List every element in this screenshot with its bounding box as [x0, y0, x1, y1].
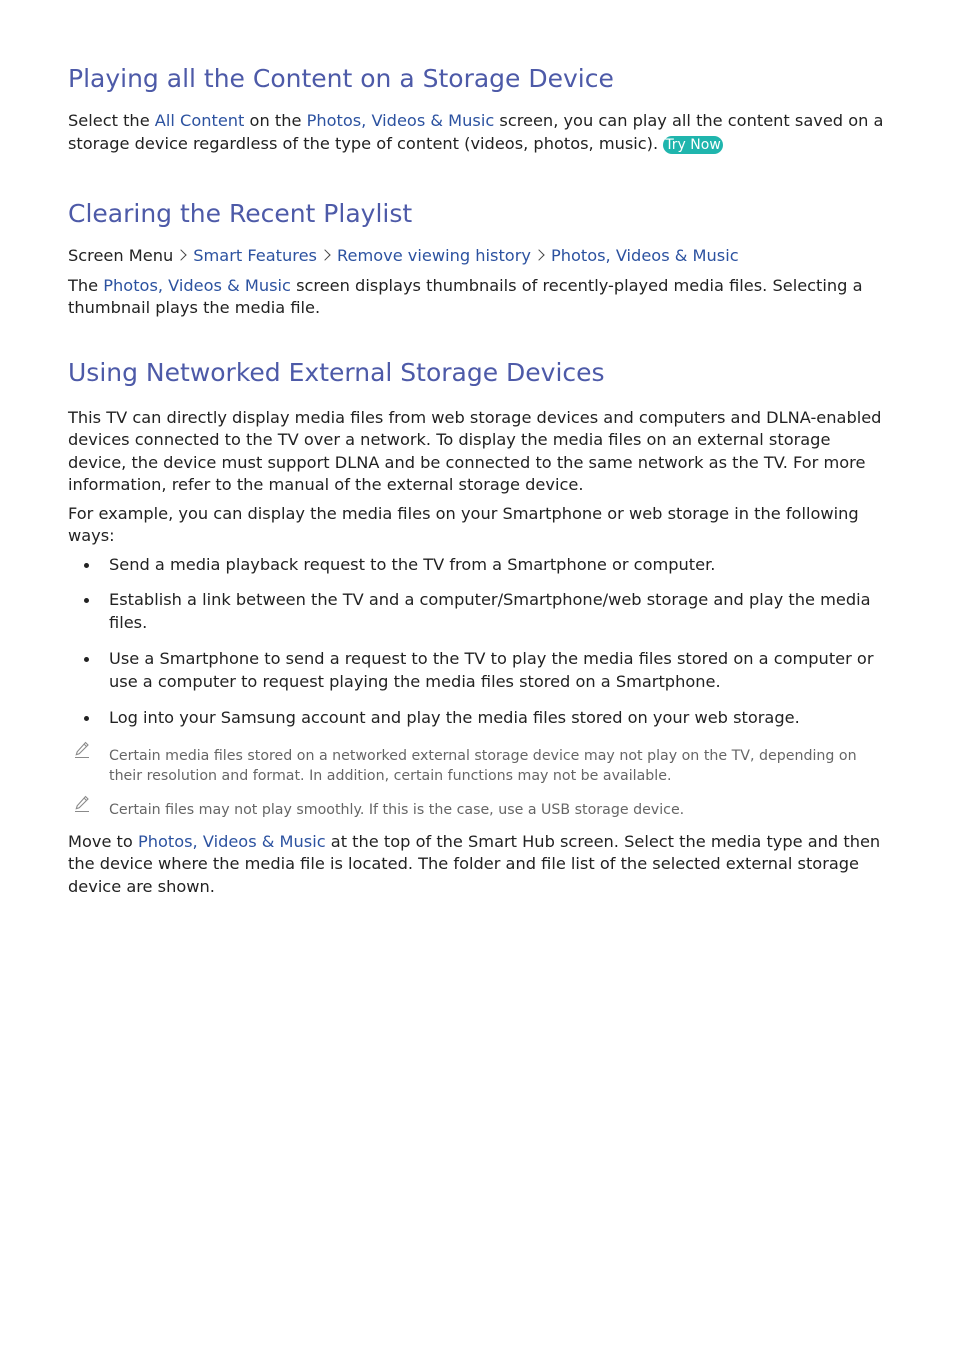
- list-item: Send a media playback request to the TV from a Smartphone or computer.: [68, 554, 884, 577]
- text: Select the: [68, 111, 155, 130]
- note-usb-storage: [68, 800, 884, 820]
- paragraph-recent-thumbnails: [68, 275, 884, 320]
- note-text: Certain media files stored on a networked external storage device may not play on the TV, depending on their resolution and format. In addition, certain functions may not be available.: [109, 747, 857, 784]
- paragraph-dlna-intro: This TV can directly display media files from web storage devices and computers and DLNA-enabled devices connected to the TV over a network. To display the media files on an external storage device, the device must support DLNA and be connected to the same network as the TV. For more information, refer to the manual of the external storage device.: [68, 407, 882, 494]
- breadcrumb-photos-videos-music[interactable]: Photos, Videos & Music: [550, 246, 739, 265]
- text: The: [68, 275, 104, 295]
- photos-videos-music-link[interactable]: Photos, Videos & Music: [306, 111, 495, 130]
- list-item: Use a Smartphone to send a request to the TV to play the media files stored on a computer or use a computer to request playing the media files stored on a Smartphone.: [68, 648, 884, 693]
- section-title-playing-all-content: Playing all the Content on a Storage Device: [68, 64, 614, 93]
- note-media-files: [68, 746, 884, 786]
- photos-videos-music-link[interactable]: Photos, Videos & Music: [137, 831, 326, 851]
- ways-list: [68, 554, 884, 730]
- breadcrumb-remove-viewing-history[interactable]: Remove viewing history: [336, 246, 531, 265]
- breadcrumb-smart-features[interactable]: Smart Features: [193, 246, 317, 265]
- list-item: Establish a link between the TV and a computer/Smartphone/web storage and play the media files.: [68, 589, 884, 634]
- text: screen displays thumbnails of recently-played media files. Selecting a thumbnail plays the media file.: [68, 275, 863, 317]
- section-title-clearing-playlist: Clearing the Recent Playlist: [68, 199, 413, 228]
- text: Move to: [68, 831, 138, 851]
- chevron-right-icon: [176, 249, 187, 260]
- breadcrumb-root: Screen Menu: [68, 246, 174, 265]
- chevron-right-icon: [533, 249, 544, 260]
- all-content-link[interactable]: All Content: [154, 111, 245, 130]
- pencil-icon: [74, 741, 90, 759]
- list-item: Log into your Samsung account and play the media files stored on your web storage.: [68, 707, 884, 730]
- text: screen, you can play all the content saved on a storage device regardless of the type of content (videos, photos, music).: [68, 111, 884, 153]
- paragraph-example-ways: For example, you can display the media files on your Smartphone or web storage in the following ways:: [68, 503, 859, 545]
- section-title-networked-storage: Using Networked External Storage Devices: [68, 357, 605, 387]
- text: on the: [244, 111, 307, 130]
- text: at the top of the Smart Hub screen. Select the media type and then the device where the media file is located. The folder and file list of the selected external storage device are shown.: [68, 831, 881, 896]
- note-text: Certain files may not play smoothly. If this is the case, use a USB storage device.: [109, 801, 685, 818]
- photos-videos-music-link[interactable]: Photos, Videos & Music: [103, 275, 291, 295]
- paragraph-all-content: [68, 110, 884, 155]
- paragraph-move-to: [68, 831, 884, 899]
- chevron-right-icon: [319, 249, 330, 260]
- pencil-icon: [74, 795, 90, 813]
- page-content: [68, 60, 884, 898]
- try-now-button[interactable]: Try Now: [665, 136, 721, 153]
- breadcrumb: [68, 245, 884, 268]
